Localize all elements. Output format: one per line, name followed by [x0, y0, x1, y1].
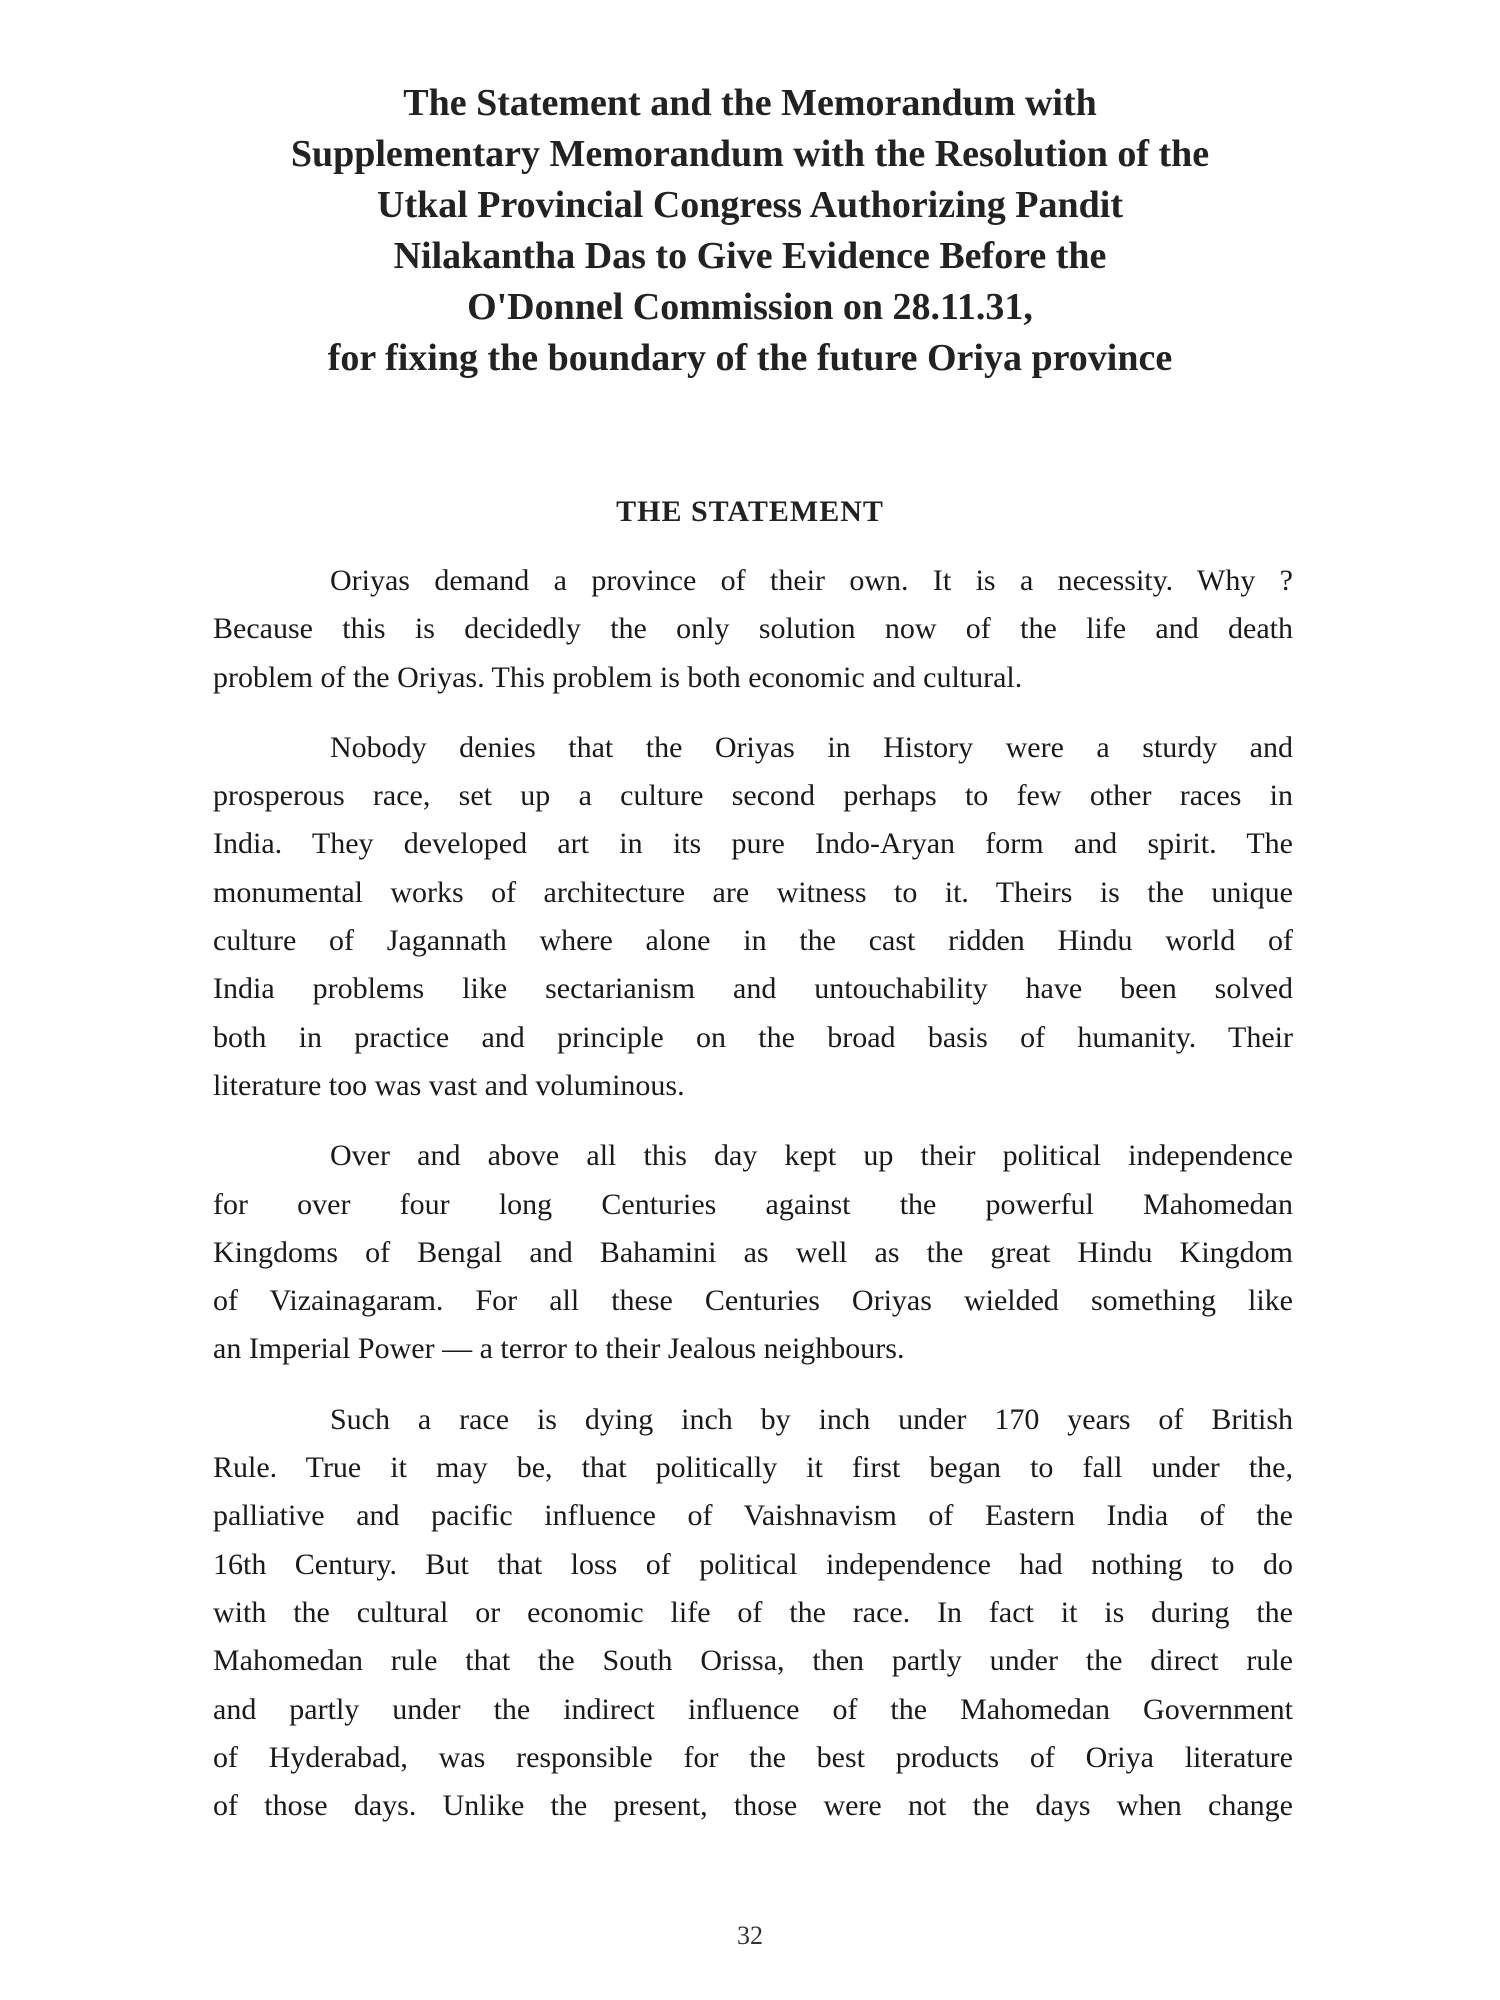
text-line: both in practice and principle on the broad basis of humanity. Their: [213, 1020, 1293, 1054]
page-number: 32: [737, 1921, 763, 1950]
text-line: of Hyderabad, was responsible for the best products of Oriya literature: [213, 1740, 1293, 1774]
text-line: Such a race is dying inch by inch under 170 years of British: [330, 1402, 1293, 1436]
text-line: of Vizainagaram. For all these Centuries Oriyas wielded something like: [213, 1284, 1293, 1318]
title-line: for fixing the boundary of the future Oriya province: [327, 337, 1173, 379]
text-line: for over four long Centuries against the powerful Mahomedan: [213, 1187, 1293, 1221]
text-line: 16th Century. But that loss of political independence had nothing to do: [213, 1547, 1293, 1581]
text-line: palliative and pacific influence of Vaishnavism of Eastern India of the: [213, 1499, 1293, 1533]
text-line: Nobody denies that the Oriyas in History were a sturdy and: [330, 730, 1293, 764]
paragraph-1: [213, 557, 1293, 702]
text-line: India problems like sectarianism and untouchability have been solved: [213, 972, 1293, 1006]
text-line: literature too was vast and voluminous.: [213, 1068, 685, 1102]
text-line: Kingdoms of Bengal and Bahamini as well as the great Hindu Kingdom: [213, 1235, 1293, 1269]
text-line: prosperous race, set up a culture second perhaps to few other races in: [213, 779, 1293, 813]
title-line: The Statement and the Memorandum with: [403, 82, 1097, 124]
section-heading: THE STATEMENT: [616, 495, 884, 528]
text-line: Oriyas demand a province of their own. It is a necessity. Why ?: [330, 564, 1293, 597]
text-line: problem of the Oriyas. This problem is both economic and cultural.: [213, 660, 1023, 694]
paragraph-3: [213, 1132, 1293, 1373]
document-title: [150, 78, 1350, 384]
title-line: Supplementary Memorandum with the Resolution of the: [290, 133, 1210, 175]
text-line: Because this is decidedly the only solution now of the life and death: [213, 612, 1293, 646]
text-line: Rule. True it may be, that politically it first began to fall under the,: [213, 1451, 1293, 1485]
title-line: O'Donnel Commission on 28.11.31,: [467, 286, 1033, 328]
text-line: Mahomedan rule that the South Orissa, then partly under the direct rule: [213, 1644, 1293, 1678]
paragraph-2: [213, 724, 1293, 1110]
text-line: of those days. Unlike the present, those were not the days when change: [213, 1789, 1293, 1823]
text-line: India. They developed art in its pure Indo-Aryan form and spirit. The: [213, 827, 1293, 861]
body-text: [213, 557, 1293, 1852]
text-line: culture of Jagannath where alone in the cast ridden Hindu world of: [213, 924, 1293, 958]
text-line: with the cultural or economic life of the race. In fact it is during the: [213, 1595, 1293, 1629]
text-line: monumental works of architecture are witness to it. Theirs is the unique: [213, 875, 1293, 909]
text-line: and partly under the indirect influence of the Mahomedan Government: [213, 1692, 1293, 1726]
title-line: Utkal Provincial Congress Authorizing Pandit: [377, 184, 1123, 226]
text-line: an Imperial Power — a terror to their Jealous neighbours.: [213, 1332, 905, 1366]
title-line: Nilakantha Das to Give Evidence Before the: [393, 235, 1107, 277]
text-line: Over and above all this day kept up their political independence: [330, 1139, 1293, 1173]
paragraph-4: [213, 1396, 1293, 1831]
